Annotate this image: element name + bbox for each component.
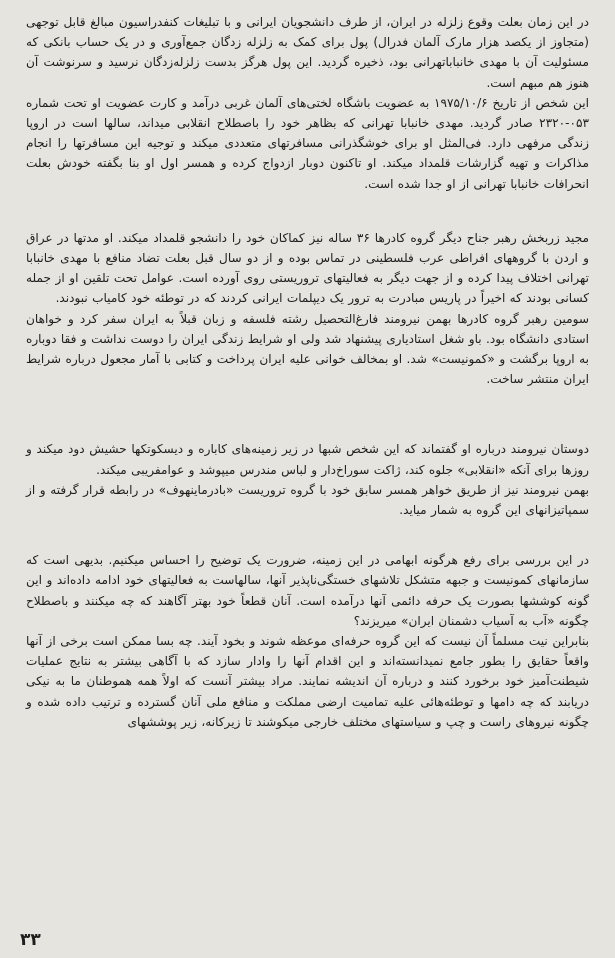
page-number: ۳۳ [20,930,41,950]
section-gap [26,520,589,550]
section-gap [26,389,589,439]
paragraph-7: در این بررسی برای رفع هرگونه ابهامی در این زمینه، ضرورت یک توضیح را احساس میکنیم. بدیهی است که سازمانهای کمونیست و جبهه متشکل تلاشهای خستگی‌ناپذیر آنها، سالهاست به فعالیتهای خود ادامه داده‌اند و این گونه کوششها بصورت یک حرفه دائمی آنها درآمده است. آنان قطعاً خود بهتر آگاهند که چه میکنند و باصطلاح چگونه «آب به آسیاب دشمنان ایران» میریزند؟ [26,553,589,628]
paragraph-2: این شخص از تاریخ ۱۹۷۵/۱۰/۶ به عضویت باشگاه لختی‌های آلمان غربی درآمد و کارت عضویت او تحت شماره ۰۵۳-۲۳۲۰ صادر گردید. مهدی خانبابا تهرانی که بظاهر خود را باصطلاح انقلابی میداند، سالها است در اروپا زندگی مرفهی دارد. فی‌المثل او برای خوشگذرانی مسافرتهای متعددی میکند و توجیه این مسافرتها را انجام مذاکرات و تهیه گزارشات قلمداد میکند. او تاکنون دوبار ازدواج کرده و همسر اول او بنا بگفته خودش بعلت انحرافات خانبابا تهرانی از او جدا شده است. [26,95,589,191]
paragraph-1: در این زمان بعلت وقوع زلزله در ایران، از طرف دانشجویان ایرانی و با تبلیغات کنفدراسیون مبالغ قابل توجهی (متجاوز از یکصد هزار مارک آلمان فدرال) پول برای کمک به زلزله زدگان جمع‌آوری و در یک حساب بانکی که مسئولیت آن با مهدی خانبابا‌تهرانی بود، ذخیره گردید. این پول هرگز بدست زلزله‌زدگان نرسید و سرنوشت آن هنوز هم مبهم است. [26,15,589,90]
paragraph-5: دوستان نیرومند درباره او گفتماند که این شخص شبها در زیر زمینه‌های کاباره و دیسکوتکها حشیش دود میکند و روزها برای آنکه «انقلابی» جلوه کند، ژاکت سوراخ‌دار و لباس مندرس میپوشد و عوامفریبی میکند. [26,442,589,477]
paragraph-8: بنابراین نیت مسلماً آن نیست که این گروه حرفه‌ای موعظه شوند و بخود آیند. چه بسا ممکن است برخی از آنها واقعاً حقایق را بطور جامع نمیدانسته‌اند و این اقدام آنها را وادار سازد که با آگاهی بیشتر به نتایج عملیات شیطنت‌آمیز خود برخورد کنند و درباره آن اندیشه نمایند. مراد بیشتر آنست که اولاً همه هموطنان ما به نیکی دریابند که چه دامها و توطئه‌هائی علیه تمامیت ارضی مملکت و منافع ملی آنان گسترده و ترتیب داده شده و چگونه نیروهای راست و چپ و سیاستهای مختلف خارجی میکوشند تا زیرکانه، زیر پوششهای [26,634,589,729]
section-gap [26,194,589,228]
paragraph-6: بهمن نیرومند نیز از طریق خواهر همسر سابق خود با گروه تروریست «بادرماینهوف» در رابطه قرار گرفته و از سمپاتیزانهای این گروه به شمار میاید. [26,482,589,518]
paragraph-3: مجید زربخش رهبر جناح دیگر گروه کادرها ۳۶ ساله نیز کماکان خود را دانشجو قلمداد میکند. او مدتها در عراق و اردن با گروههای افراطی عرب فلسطینی در تماس بوده و از دو سال قبل بعلت تضاد منافع با مهدی خانبابا تهرانی اختلاف پیدا کرده و از جهت دیگر به فعالیتهای تروریستی روی آورده است. عوامل تحت تلقین او از جمله کسانی بودند که اخیراً در پاریس مبادرت به ترور یک دیپلمات ایرانی کردند که در توطئه خود کامیاب نبودند. [26,230,589,306]
paragraph-4: سومین رهبر گروه کادرها بهمن نیرومند فارغ‌التحصیل رشته فلسفه و زبان قبلاً به ایران سفر کرد و خواهان استادی دانشگاه بود. باو شغل استادیاری پیشنهاد شد ولی او شرایط زندگی ایران را دوست نداشت و فقا دوباره به اروپا برگشت و «کمونیست» شد. او بمخالف خوانی علیه ایران پرداخت و کتابی با آمار مجعول درباره شرایط ایران منتشر ساخت. [26,311,589,387]
